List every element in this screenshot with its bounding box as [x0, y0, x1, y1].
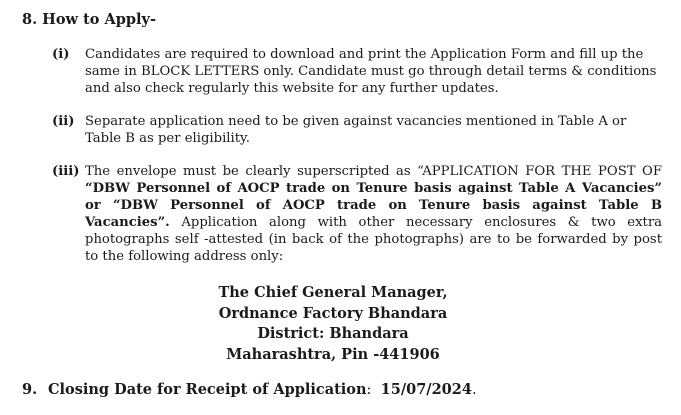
section-9-closing-date — [22, 381, 477, 398]
section-8-heading: 8. How to Apply- — [22, 11, 156, 28]
section-number: 9. — [22, 381, 38, 398]
item-text: Candidates are required to download and print the Application Form and fill up the same in BLOCK LETTERS only. Candidate must go through detail terms & conditions and also check regularly this website for any further updates. — [85, 47, 657, 96]
closing-date-period: . — [471, 382, 477, 398]
item-text-part-2: Application along with other necessary enclosures & two extra photographs self -attested (in back of the photographs) are to be forwarded by post to the following address only: — [85, 215, 662, 264]
list-item-iii — [52, 163, 662, 265]
item-text: Separate application need to be given against vacancies mentioned in Table A or Table B as per eligibility. — [85, 114, 627, 146]
mailing-address — [0, 283, 666, 365]
address-line: Ordnance Factory Bhandara — [218, 304, 448, 322]
item-text — [85, 163, 662, 265]
list-item-i — [52, 46, 662, 97]
item-number: (ii) — [52, 114, 75, 129]
item-number: (i) — [52, 47, 70, 62]
item-text-part-1: The envelope must be clearly superscripted as “APPLICATION FOR THE POST OF — [85, 164, 662, 179]
address-line: The Chief General Manager, — [218, 284, 448, 301]
item-text-bold-part: “DBW Personnel of AOCP trade on Tenure basis against Table A Vacancies” or “DBW Personnel of AOCP trade on Tenure basis against Table B Vacancies”. — [85, 181, 662, 230]
address-line: Maharashtra, Pin -441906 — [226, 345, 440, 363]
address-line: District: Bhandara — [257, 325, 409, 342]
closing-date-label: Closing Date for Receipt of Application — [48, 381, 367, 398]
list-item-ii — [52, 113, 662, 147]
closing-date-colon: : — [366, 382, 381, 398]
closing-date-value: 15/07/2024 — [380, 381, 472, 398]
item-number: (iii) — [52, 164, 80, 179]
